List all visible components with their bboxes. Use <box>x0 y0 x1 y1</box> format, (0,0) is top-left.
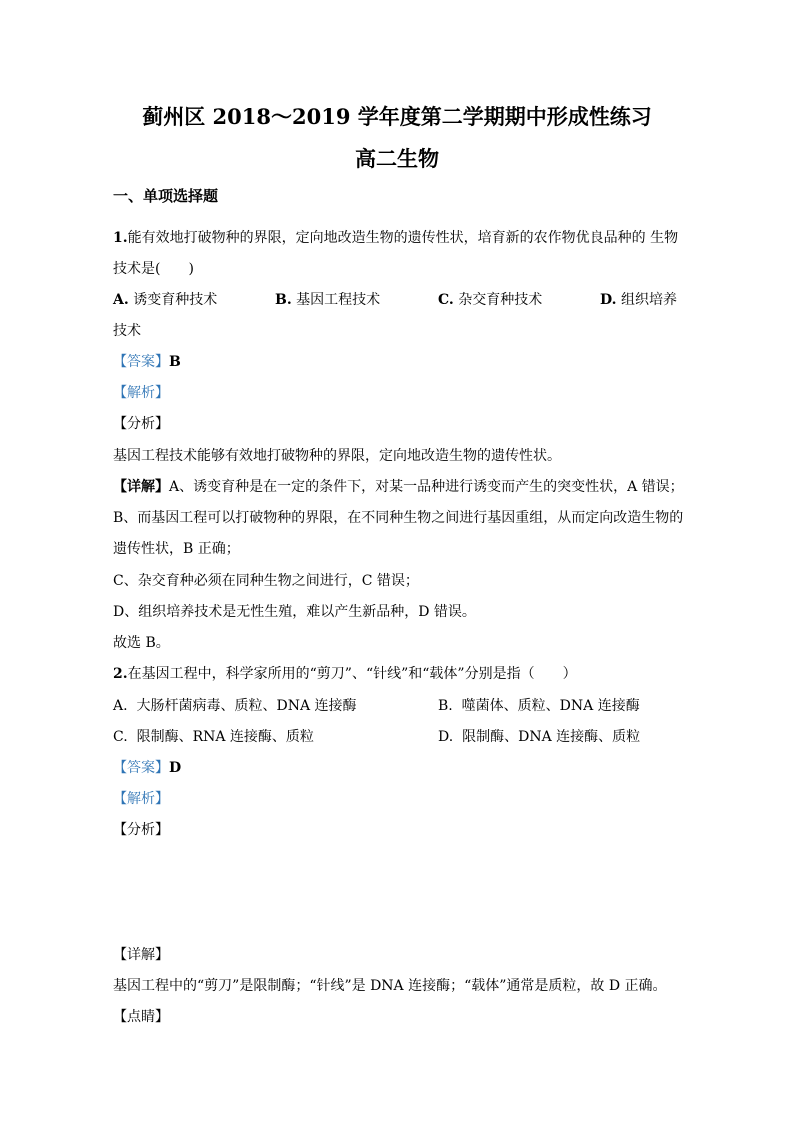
q1-stem-text: 能有效地打破物种的界限，定向地改造生物的遗传性状，培育新的农作物优良品种的 生物 <box>127 230 679 246</box>
q2-option-d-label: D. <box>438 729 454 745</box>
q1-detail-tag: 【详解】 <box>113 479 169 495</box>
q2-option-b-label: B. <box>438 698 453 714</box>
q2-answer-value: D <box>169 760 182 776</box>
q2-option-a <box>113 696 357 716</box>
q2-option-c-text: 限制酶、RNA 连接酶、质粒 <box>136 729 314 745</box>
q1-detail-text1: A、诱变育种是在一定的条件下，对某一品种进行诱变而产生的突变性状，A 错误； <box>169 479 684 495</box>
q1-option-d-label: D. <box>600 292 617 308</box>
q1-option-d-continued: 技术 <box>113 323 141 339</box>
q1-option-a <box>113 290 217 310</box>
q1-number: 1. <box>113 230 128 246</box>
q1-stem-line1 <box>113 228 678 248</box>
q2-fenxi-tag: 【分析】 <box>113 822 169 838</box>
q1-option-b-label: B. <box>275 292 292 308</box>
q2-option-c-label: C. <box>113 729 128 745</box>
q2-option-a-label: A. <box>113 698 128 714</box>
q1-option-b-text: 基因工程技术 <box>296 292 381 308</box>
q1-option-c <box>438 290 542 310</box>
q1-detail-line5: D、组织培养技术是无性生殖，难以产生新品种，D 错误。 <box>113 604 476 620</box>
q2-option-d-text: 限制酶、DNA 连接酶、质粒 <box>462 729 641 745</box>
q1-option-b <box>275 290 380 310</box>
q2-option-c <box>113 727 314 747</box>
document-subtitle: 高二生物 <box>355 146 439 171</box>
q1-detail-line3: 遗传性状，B 正确； <box>113 541 240 557</box>
q2-dianjing-tag: 【点睛】 <box>113 1009 169 1025</box>
q2-option-b <box>438 696 640 716</box>
q1-option-d <box>600 290 677 310</box>
q1-fenxi-tag: 【分析】 <box>113 416 169 432</box>
section-heading: 一、单项选择题 <box>113 187 219 205</box>
document-title: 蓟州区 2018～2019 学年度第二学期期中形成性练习 <box>142 104 652 129</box>
q1-analysis-tag: 【解析】 <box>113 385 169 401</box>
q2-detail-text: 基因工程中的“剪刀”是限制酶；“针线”是 DNA 连接酶；“载体”通常是质粒，故 D 正确。 <box>113 978 667 994</box>
q2-option-b-text: 噬菌体、质粒、DNA 连接酶 <box>461 698 640 714</box>
q2-stem <box>113 664 577 684</box>
q1-detail-line2: B、而基因工程可以打破物种的界限，在不同种生物之间进行基因重组，从而定向改造生物的 <box>113 510 684 526</box>
q2-number: 2. <box>113 666 128 682</box>
q1-conclusion: 故选 B。 <box>113 635 170 651</box>
q1-option-a-label: A. <box>113 292 129 308</box>
q1-fenxi-text: 基因工程技术能够有效地打破物种的界限，定向地改造生物的遗传性状。 <box>113 448 561 464</box>
q1-option-a-text: 诱变育种技术 <box>133 292 218 308</box>
q1-option-d-text: 组织培养 <box>620 292 677 308</box>
q1-option-c-label: C. <box>438 292 454 308</box>
q1-detail-line4: C、杂交育种必须在同种生物之间进行，C 错误； <box>113 573 419 589</box>
q1-option-c-text: 杂交育种技术 <box>458 292 543 308</box>
q2-option-d <box>438 727 640 747</box>
q2-option-a-text: 大肠杆菌病毒、质粒、DNA 连接酶 <box>136 698 357 714</box>
q2-detail-tag: 【详解】 <box>113 947 169 963</box>
q1-answer-tag: 【答案】 <box>113 354 169 370</box>
q1-answer-value: B <box>169 354 181 370</box>
q2-answer <box>113 758 181 778</box>
q1-stem-line2: 技术是( ) <box>113 261 194 277</box>
q1-detail-line1 <box>113 477 684 497</box>
q2-answer-tag: 【答案】 <box>113 760 169 776</box>
q2-analysis-tag: 【解析】 <box>113 791 169 807</box>
q2-stem-text: 在基因工程中，科学家所用的“剪刀”、“针线”和“载体”分别是指（ ） <box>127 666 577 682</box>
q1-answer <box>113 352 181 372</box>
